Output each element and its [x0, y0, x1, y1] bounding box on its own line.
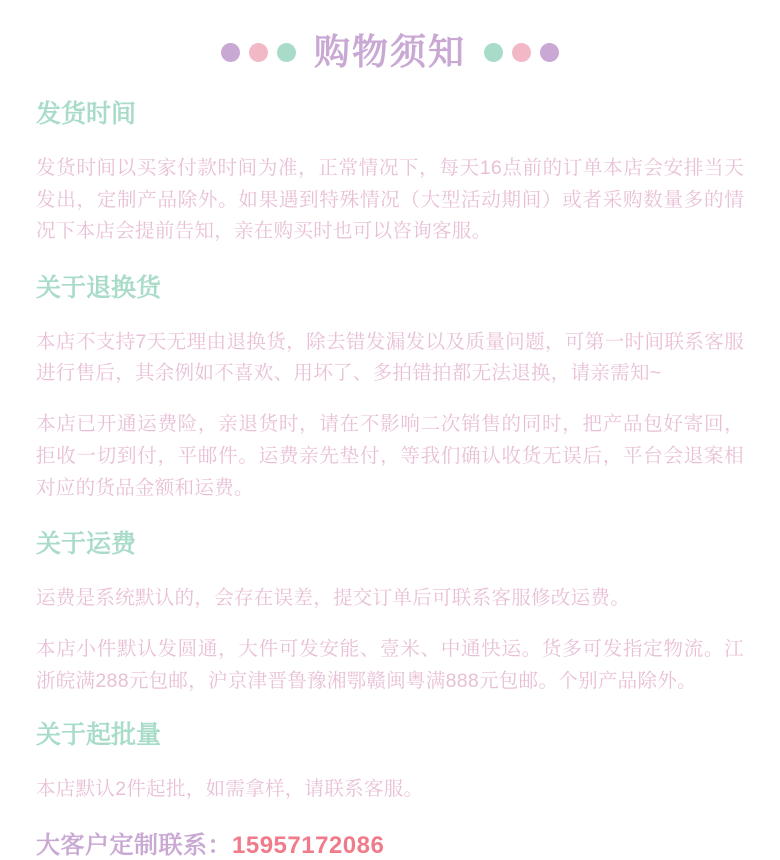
- notice-sections: [36, 80, 744, 860]
- dot-decoration: [221, 43, 240, 62]
- section-paragraph: 发货时间以买家付款时间为准，正常情况下，每天16点前的订单本店会安排当天发出，定制产品除外。如果遇到特殊情况（大型活动期间）或者采购数量多的情况下本店会提前告知，亲在购买时也可以咨询客服。: [36, 157, 744, 243]
- section-moq: [36, 717, 744, 806]
- section-paragraph: 本店不支持7天无理由退换货，除去错发漏发以及质量问题，可第一时间联系客服进行售后，其余例如不喜欢、用坏了、多拍错拍都无法退换，请亲需知~: [36, 330, 744, 385]
- dot-decoration: [512, 43, 531, 62]
- dot-decoration: [484, 43, 503, 62]
- section-paragraph: 本店小件默认发圆通，大件可发安能、壹米、中通快运。货多可发指定物流。江浙皖满288元包邮，沪京津晋鲁豫湘鄂赣闽粤满888元包邮。个别产品除外。: [36, 638, 744, 692]
- section-paragraph: 本店默认2件起批，如需拿样，请联系客服。: [36, 777, 424, 800]
- header-dots-right: [484, 43, 559, 62]
- section-paragraph: 运费是系统默认的，会存在误差，提交订单后可联系客服修改运费。: [36, 587, 631, 610]
- section-freight: [36, 526, 744, 697]
- section-returns: [36, 270, 744, 504]
- page-title: 购物须知: [313, 31, 466, 72]
- contact-note: [36, 825, 744, 860]
- contact-phone: 15957172086: [232, 831, 385, 859]
- section-title: 关于起批量: [36, 720, 162, 749]
- dot-decoration: [540, 43, 559, 62]
- dot-decoration: [277, 43, 296, 62]
- section-shipping: [36, 96, 744, 248]
- section-title: 关于退换货: [36, 273, 162, 302]
- section-title: 发货时间: [36, 100, 137, 128]
- contact-label: 大客户定制联系：: [36, 831, 232, 859]
- dot-decoration: [249, 43, 268, 62]
- header-dots-left: [221, 43, 296, 62]
- section-paragraph: 本店已开通运费险，亲退货时，请在不影响二次销售的同时，把产品包好寄回，拒收一切到付，平邮件。运费亲先垫付，等我们确认收货无误后，平台会退案相对应的货品金额和运费。: [36, 413, 744, 499]
- page-header: [36, 0, 744, 80]
- section-title: 关于运费: [36, 530, 137, 559]
